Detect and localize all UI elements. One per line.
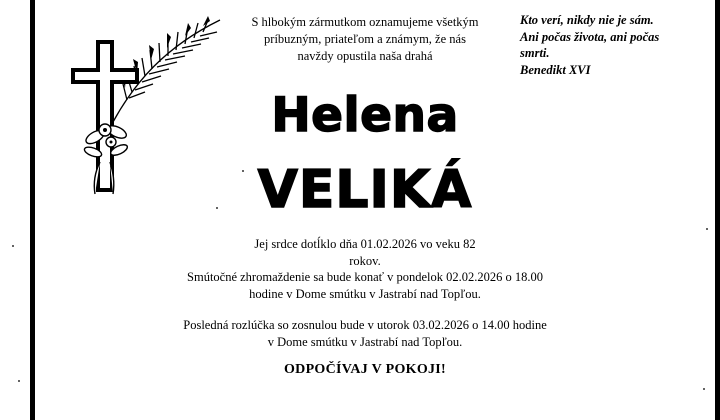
closing-phrase: ODPOČÍVAJ V POKOJI!: [283, 362, 447, 377]
announcement-intro: [215, 14, 515, 65]
quote-line: smrti.: [520, 46, 550, 60]
deceased-last-name: VELIKÁ: [257, 160, 473, 220]
scan-speck: [216, 207, 218, 209]
intro-line: navždy opustila naša drahá: [297, 49, 433, 63]
quote-author: Benedikt XVI: [520, 62, 591, 77]
death-info: Jej srdce dotĺklo dňa 01.02.2026 vo veku 82: [254, 237, 476, 251]
gathering-info: hodine v Dome smútku v Jastrabí nad Topľou.: [249, 286, 481, 301]
farewell-info: Posledná rozlúčka so zosnulou bude v utorok 03.02.2026 o 14.00 hodine: [183, 318, 547, 332]
deceased-first-name: Helena: [271, 88, 459, 143]
scan-speck: [12, 245, 14, 247]
quote-line: Ani počas života, ani počas: [520, 29, 660, 44]
spacer: [150, 302, 580, 317]
quote-line: Kto verí, nikdy nie je sám.: [520, 13, 654, 27]
scan-speck: [18, 380, 20, 382]
cross-with-palm-icon: [65, 12, 225, 197]
intro-line: príbuzným, priateľom a známym, že nás: [264, 32, 466, 46]
scan-speck: [706, 228, 708, 230]
death-info: rokov.: [349, 253, 381, 268]
funeral-details: [150, 236, 580, 350]
gathering-info: Smútočné zhromaždenie sa bude konať v pondelok 02.02.2026 o 18.00: [187, 270, 543, 284]
memorial-quote: [520, 12, 710, 78]
scan-speck: [703, 388, 705, 390]
intro-line: S hlbokým zármutkom oznamujeme všetkým: [251, 15, 479, 29]
farewell-info: v Dome smútku v Jastrabí nad Topľou.: [267, 334, 463, 349]
scan-speck: [242, 170, 244, 172]
